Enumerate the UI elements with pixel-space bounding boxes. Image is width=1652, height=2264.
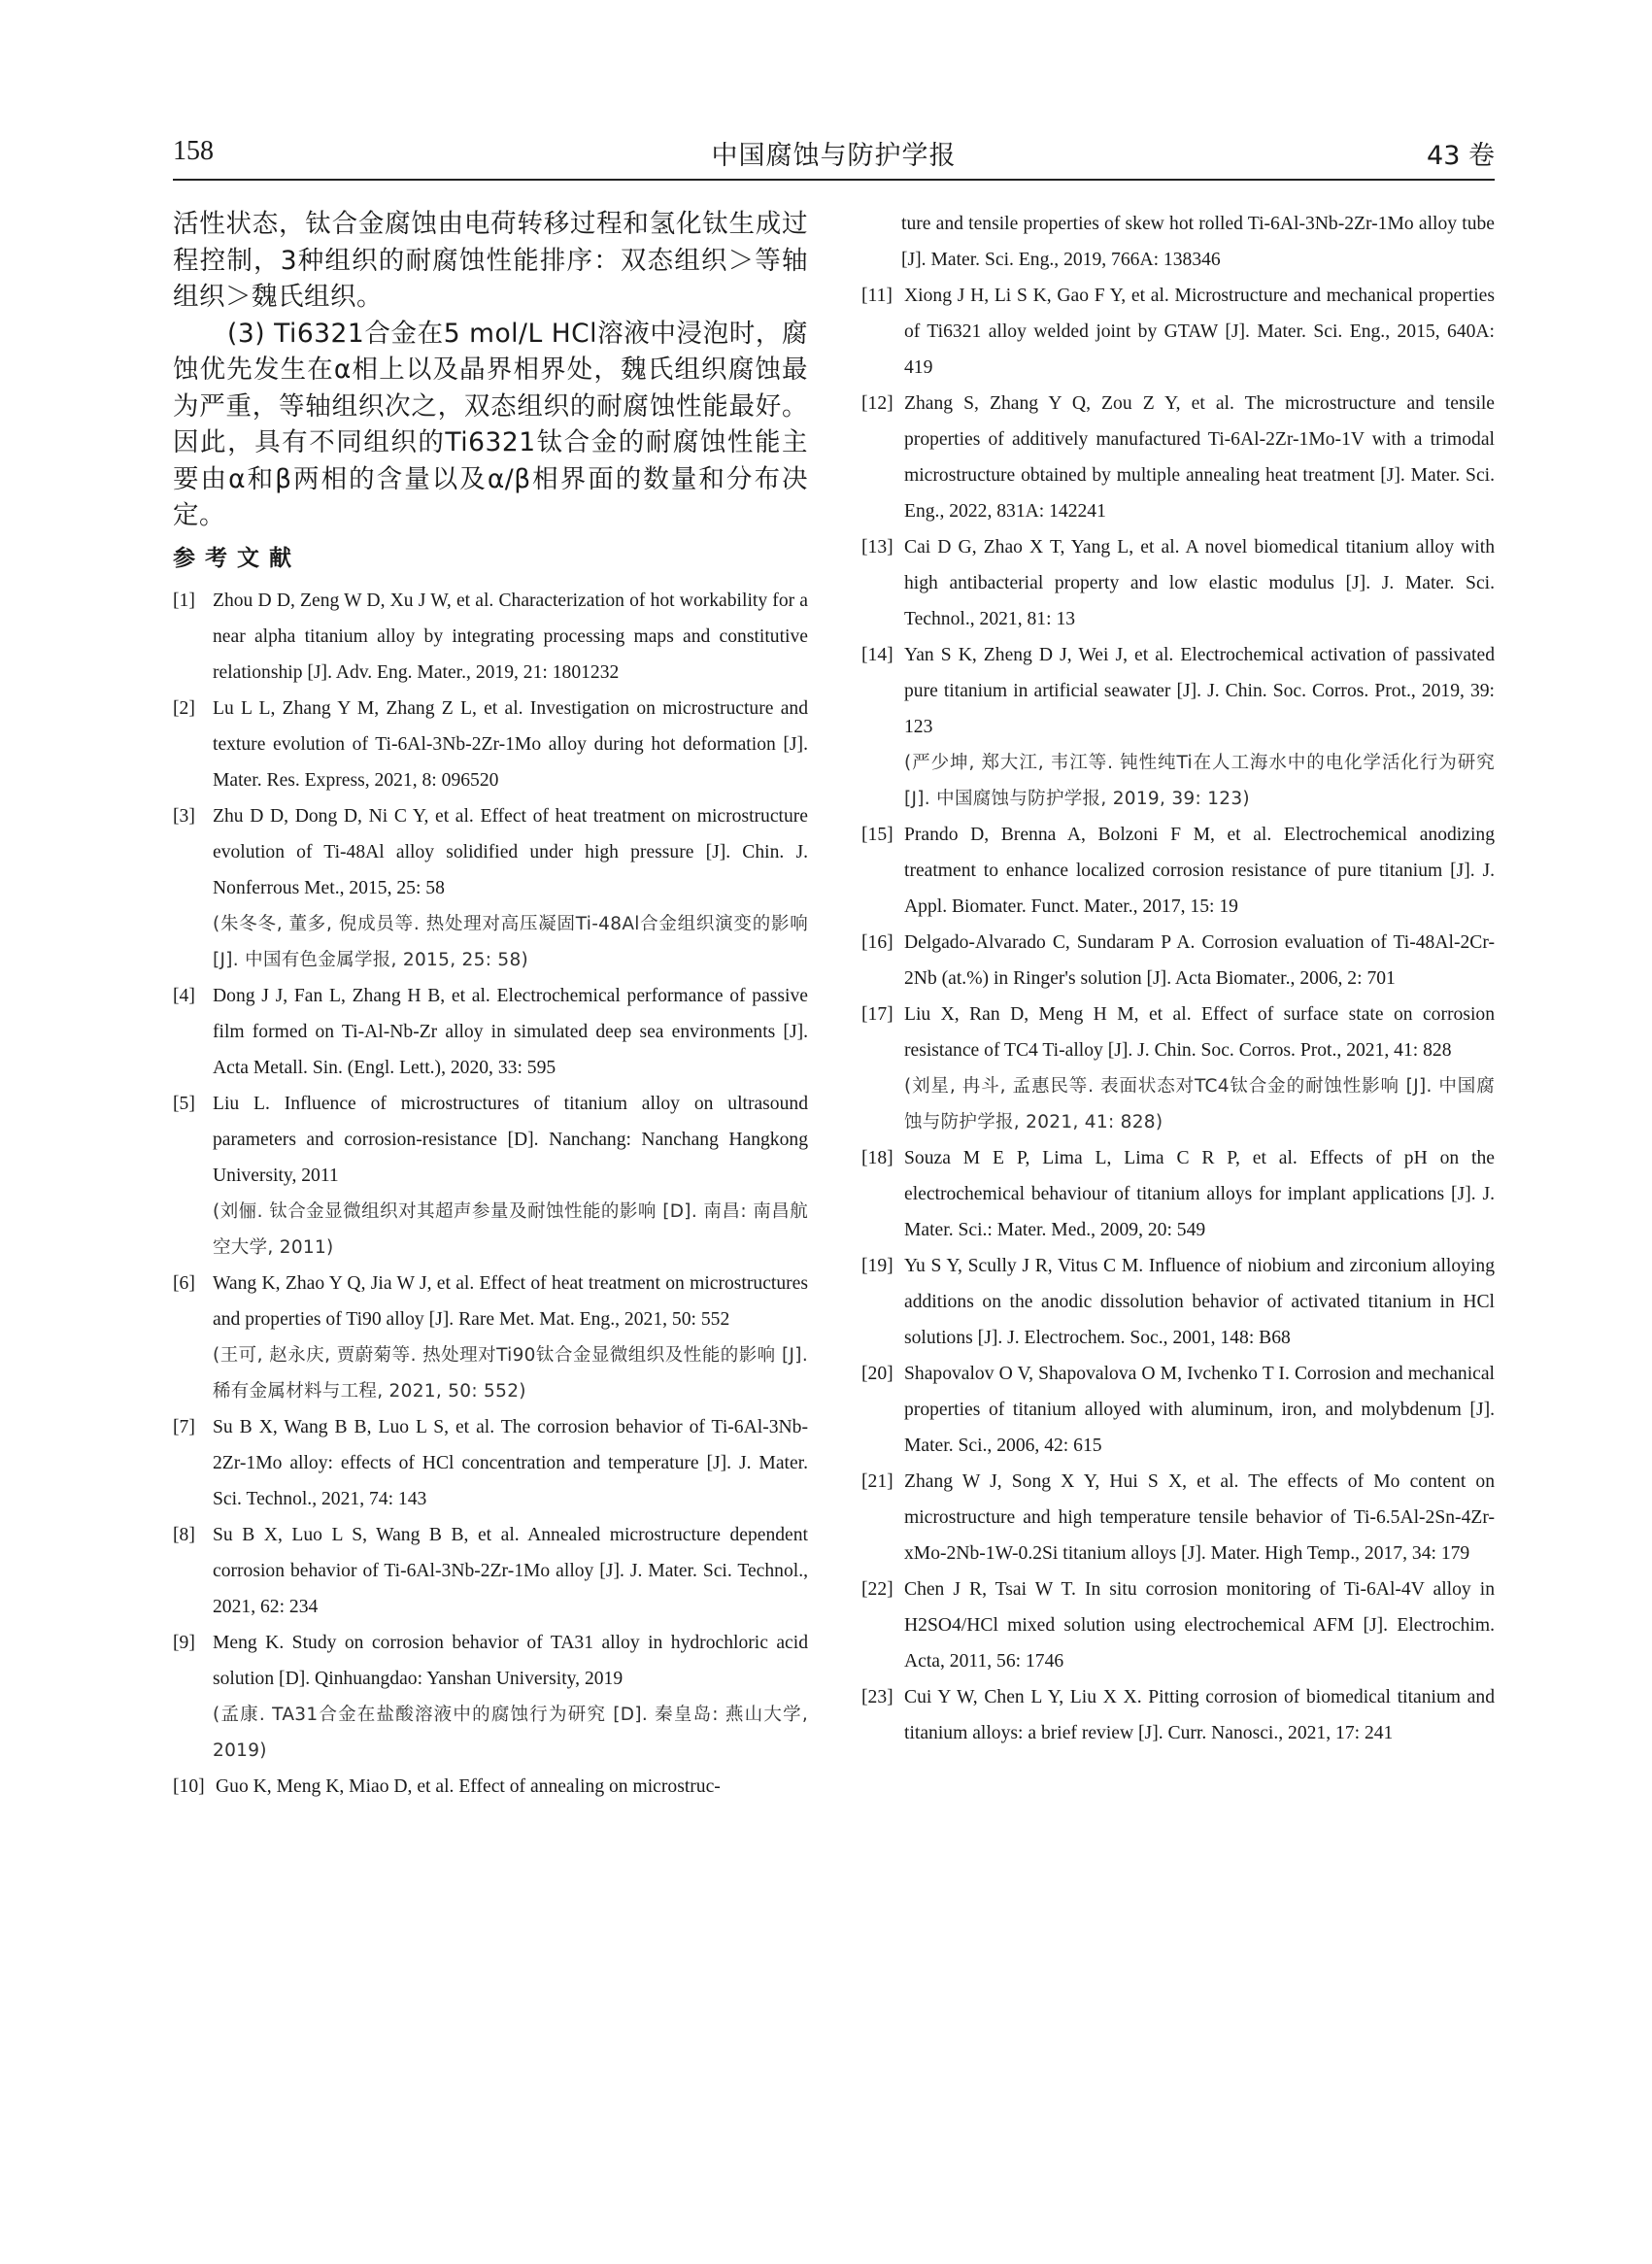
reference-item	[173, 978, 808, 1086]
reference-item	[861, 278, 1495, 386]
references-heading: 参考文献	[173, 545, 301, 571]
reference-item	[861, 1679, 1495, 1751]
reference-text: Zhu D D, Dong D, Ni C Y, et al. Effect of heat treatment on microstructure evolution of Ti-48Al alloy solidified under high pressure [J]. Chin. J. Nonferrous Met., 2015, 25: 58	[213, 805, 808, 898]
reference-number: [15]	[861, 825, 893, 845]
reference-item	[861, 817, 1495, 925]
reference-number: [16]	[861, 932, 893, 953]
reference-item	[173, 1409, 808, 1517]
page-number: 158	[173, 136, 214, 166]
reference-chinese: (刘星, 冉斗, 孟惠民等. 表面状态对TC4钛合金的耐蚀性影响 [J]. 中国腐蚀与防护学报, 2021, 41: 828)	[904, 1076, 1495, 1132]
reference-chinese: (孟康. TA31合金在盐酸溶液中的腐蚀行为研究 [D]. 秦皇岛: 燕山大学, 2019)	[213, 1704, 808, 1761]
reference-text: Zhang S, Zhang Y Q, Zou Z Y, et al. The microstructure and tensile properties of additively manufactured Ti-6Al-2Zr-1Mo-1V with a trimodal microstructure obtained by multiple annealing heat treatment [J]. Mater. Sci. Eng., 2022, 831A: 142241	[904, 393, 1495, 522]
reference-number: [21]	[861, 1471, 893, 1492]
reference-number: [13]	[861, 537, 893, 558]
page-header	[173, 132, 1495, 181]
reference-item	[861, 1248, 1495, 1356]
reference-text: Shapovalov O V, Shapovalova O M, Ivchenko T I. Corrosion and mechanical properties of titanium alloyed with aluminum, iron, and molybdenum [J]. Mater. Sci., 2006, 42: 615	[904, 1364, 1495, 1456]
reference-text: Yu S Y, Scully J R, Vitus C M. Influence of niobium and zirconium alloying additions on the anodic dissolution behavior of activated titanium in HCl solutions [J]. J. Electrochem. Soc., 2001, 148: B68	[904, 1256, 1495, 1348]
reference-chinese: (王可, 赵永庆, 贾蔚菊等. 热处理对Ti90钛合金显微组织及性能的影响 [J]. 稀有金属材料与工程, 2021, 50: 552)	[213, 1344, 808, 1402]
conclusion-paragraph-2-end: 活性状态，钛合金腐蚀由电荷转移过程和氢化钛生成过程控制，3种组织的耐腐蚀性能排序：双态组织＞等轴组织＞魏氏组织。	[173, 209, 808, 312]
reference-number: [2]	[173, 697, 195, 719]
reference-number: [14]	[861, 645, 893, 665]
reference-item	[861, 637, 1495, 817]
reference-number: [23]	[861, 1687, 893, 1707]
reference-number: [11]	[861, 286, 893, 306]
reference-text: Liu X, Ran D, Meng H M, et al. Effect of surface state on corrosion resistance of TC4 Ti-alloy [J]. J. Chin. Soc. Corros. Prot., 2021, 41: 828	[904, 1004, 1495, 1061]
reference-item	[173, 691, 808, 798]
reference-item	[861, 386, 1495, 529]
reference-number: [20]	[861, 1364, 893, 1384]
reference-item	[861, 1571, 1495, 1679]
reference-number: [10]	[173, 1775, 205, 1797]
reference-text: Prando D, Brenna A, Bolzoni F M, et al. Electrochemical anodizing treatment to enhance localized corrosion resistance of pure titanium [J]. J. Appl. Biomater. Funct. Mater., 2017, 15: 19	[904, 825, 1495, 917]
reference-text: Xiong J H, Li S K, Gao F Y, et al. Microstructure and mechanical properties of Ti6321 alloy welded joint by GTAW [J]. Mater. Sci. Eng., 2015, 640A: 419	[904, 286, 1495, 378]
conclusion-paragraph-3: (3) Ti6321合金在5 mol/L HCl溶液中浸泡时，腐蚀优先发生在α相上以及晶界相界处，魏氏组织腐蚀最为严重，等轴组织次之，双态组织的耐腐蚀性能最好。因此，具有不同组织的Ti6321钛合金的耐腐蚀性能主要由α和β两相的含量以及α/β相界面的数量和分布决定。	[173, 318, 808, 530]
reference-chinese: (刘俪. 钛合金显微组织对其超声参量及耐蚀性能的影响 [D]. 南昌: 南昌航空大学, 2011)	[213, 1200, 808, 1258]
reference-item	[173, 1625, 808, 1769]
reference-10-continuation: ture and tensile properties of skew hot rolled Ti-6Al-3Nb-2Zr-1Mo alloy tube [J]. Mater. Sci. Eng., 2019, 766A: 138346	[901, 214, 1495, 270]
reference-item	[173, 798, 808, 978]
reference-text: Wang K, Zhao Y Q, Jia W J, et al. Effect of heat treatment on microstructures and properties of Ti90 alloy [J]. Rare Met. Mat. Eng., 2021, 50: 552	[213, 1272, 808, 1330]
reference-number: [8]	[173, 1524, 195, 1545]
reference-text: Delgado-Alvarado C, Sundaram P A. Corrosion evaluation of Ti-48Al-2Cr-2Nb (at.%) in Ringer's solution [J]. Acta Biomater., 2006, 2: 701	[904, 932, 1495, 989]
reference-number: [1]	[173, 590, 195, 611]
reference-item	[861, 925, 1495, 997]
reference-chinese: (朱冬冬, 董多, 倪成员等. 热处理对高压凝固Ti-48Al合金组织演变的影响 [J]. 中国有色金属学报, 2015, 25: 58)	[213, 913, 808, 970]
reference-item	[173, 1086, 808, 1266]
reference-item	[173, 1769, 808, 1805]
reference-text: Cai D G, Zhao X T, Yang L, et al. A novel biomedical titanium alloy with high antibacterial property and low elastic modulus [J]. J. Mater. Sci. Technol., 2021, 81: 13	[904, 537, 1495, 629]
reference-number: [4]	[173, 985, 195, 1006]
reference-number: [12]	[861, 393, 893, 414]
reference-text: Meng K. Study on corrosion behavior of TA31 alloy in hydrochloric acid solution [D]. Qinhuangdao: Yanshan University, 2019	[213, 1632, 808, 1689]
reference-item	[173, 1517, 808, 1625]
reference-text: Souza M E P, Lima L, Lima C R P, et al. Effects of pH on the electrochemical behaviour of titanium alloys for implant applications [J]. J. Mater. Sci.: Mater. Med., 2009, 20: 549	[904, 1148, 1495, 1240]
reference-number: [22]	[861, 1579, 893, 1600]
reference-text: Su B X, Wang B B, Luo L S, et al. The corrosion behavior of Ti-6Al-3Nb-2Zr-1Mo alloy: effects of HCl concentration and temperature [J]. J. Mater. Sci. Technol., 2021, 74: 143	[213, 1416, 808, 1509]
reference-number: [9]	[173, 1632, 195, 1653]
reference-item	[861, 1356, 1495, 1464]
reference-number: [18]	[861, 1148, 893, 1168]
reference-number: [19]	[861, 1256, 893, 1276]
reference-item	[861, 1140, 1495, 1248]
reference-item	[173, 1266, 808, 1409]
reference-number: [6]	[173, 1272, 195, 1294]
reference-text: Chen J R, Tsai W T. In situ corrosion monitoring of Ti-6Al-4V alloy in H2SO4/HCl mixed solution using electrochemical AFM [J]. Electrochim. Acta, 2011, 56: 1746	[904, 1579, 1495, 1672]
volume-label: 43 卷	[1427, 141, 1495, 171]
left-column	[173, 206, 808, 1805]
reference-text: Zhang W J, Song X Y, Hui S X, et al. The effects of Mo content on microstructure and high temperature tensile behavior of Ti-6.5Al-2Sn-4Zr-xMo-2Nb-1W-0.2Si titanium alloys [J]. Mater. High Temp., 2017, 34: 179	[904, 1471, 1495, 1564]
journal-title: 中国腐蚀与防护学报	[711, 141, 957, 171]
reference-text: Yan S K, Zheng D J, Wei J, et al. Electrochemical activation of passivated pure titanium in artificial seawater [J]. J. Chin. Soc. Corros. Prot., 2019, 39: 123	[904, 645, 1495, 737]
reference-item	[861, 997, 1495, 1140]
reference-item	[861, 1464, 1495, 1571]
reference-text: Liu L. Influence of microstructures of titanium alloy on ultrasound parameters and corrosion-resistance [D]. Nanchang: Nanchang Hangkong University, 2011	[213, 1093, 808, 1186]
reference-number: [7]	[173, 1416, 195, 1437]
reference-number: [17]	[861, 1004, 893, 1025]
right-column	[861, 206, 1495, 1751]
reference-number: [3]	[173, 805, 195, 827]
reference-text: Zhou D D, Zeng W D, Xu J W, et al. Characterization of hot workability for a near alpha titanium alloy by integrating processing maps and constitutive relationship [J]. Adv. Eng. Mater., 2019, 21: 1801232	[213, 590, 808, 683]
reference-number: [5]	[173, 1093, 195, 1114]
reference-text: Su B X, Luo L S, Wang B B, et al. Annealed microstructure dependent corrosion behavior of Ti-6Al-3Nb-2Zr-1Mo alloy [J]. J. Mater. Sci. Technol., 2021, 62: 234	[213, 1524, 808, 1617]
reference-list-left	[173, 583, 808, 1805]
reference-item	[173, 583, 808, 691]
reference-text: Dong J J, Fan L, Zhang H B, et al. Electrochemical performance of passive film formed on Ti-Al-Nb-Zr alloy in simulated deep sea environments [J]. Acta Metall. Sin. (Engl. Lett.), 2020, 33: 595	[213, 985, 808, 1078]
reference-text: Cui Y W, Chen L Y, Liu X X. Pitting corrosion of biomedical titanium and titanium alloys: a brief review [J]. Curr. Nanosci., 2021, 17: 241	[904, 1687, 1495, 1743]
reference-item	[861, 529, 1495, 637]
reference-list-right	[861, 278, 1495, 1751]
reference-text: Lu L L, Zhang Y M, Zhang Z L, et al. Investigation on microstructure and texture evolution of Ti-6Al-3Nb-2Zr-1Mo alloy during hot deformation [J]. Mater. Res. Express, 2021, 8: 096520	[213, 697, 808, 791]
reference-chinese: (严少坤, 郑大江, 韦江等. 钝性纯Ti在人工海水中的电化学活化行为研究 [J]. 中国腐蚀与防护学报, 2019, 39: 123)	[904, 753, 1495, 809]
reference-text: Guo K, Meng K, Miao D, et al. Effect of annealing on microstruc-	[216, 1775, 721, 1797]
